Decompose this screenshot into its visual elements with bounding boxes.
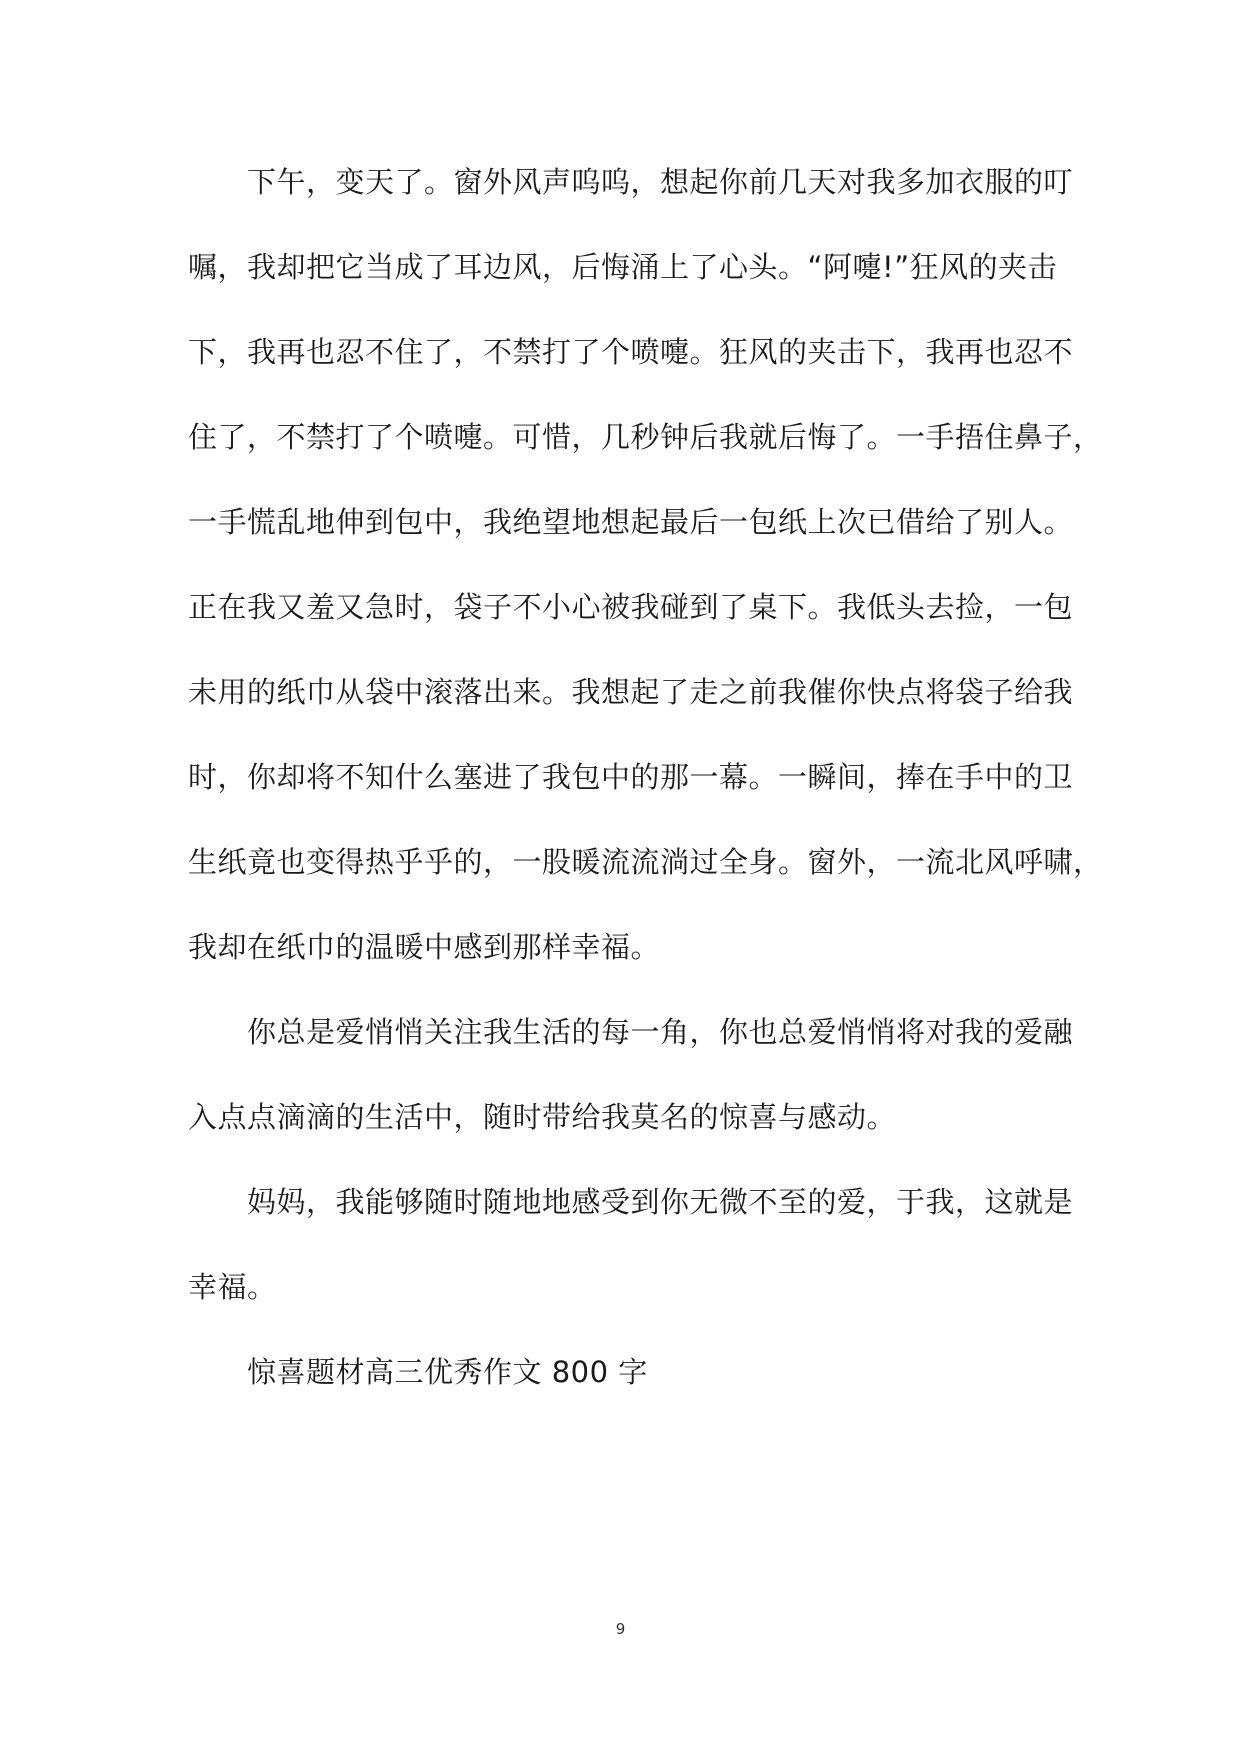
paragraph-3 [188,1160,1074,1330]
text-line: 幸福。 [188,1270,277,1304]
paragraph-1 [188,140,1103,990]
text-line: 未用的纸巾从袋中滚落出来。我想起了走之前我催你快点将袋子给我 [188,675,1074,709]
page-number: 9 [615,1620,626,1638]
text-line: 下，我再也忍不住了，不禁打了个喷嚏。狂风的夹击下，我再也忍不 [188,335,1074,369]
text-line: 住了，不禁打了个喷嚏。可惜，几秒钟后我就后悔了。一手捂住鼻子， [188,420,1103,454]
text-line: 你总是爱悄悄关注我生活的每一角，你也总爱悄悄将对我的爱融 [188,1015,1074,1049]
text-line: 正在我又羞又急时，袋子不小心被我碰到了桌下。我低头去捡，一包 [188,590,1074,624]
text-line: 下午，变天了。窗外风声呜呜，想起你前几天对我多加衣服的叮 [188,165,1074,199]
essay-title-line: 惊喜题材高三优秀作文 800 字 [188,1355,648,1389]
text-line: 妈妈，我能够随时随地地感受到你无微不至的爱，于我，这就是 [188,1185,1074,1219]
text-line: 嘱，我却把它当成了耳边风，后悔涌上了心头。“阿嚏!”狂风的夹击 [188,250,1058,284]
body-text [188,140,1103,1415]
text-line: 我却在纸巾的温暖中感到那样幸福。 [188,930,661,964]
paragraph-4-title [188,1330,1058,1415]
paragraph-2 [188,990,1074,1160]
text-line: 生纸竟也变得热乎乎的，一股暖流流淌过全身。窗外，一流北风呼啸， [188,845,1103,879]
text-line: 一手慌乱地伸到包中，我绝望地想起最后一包纸上次已借给了别人。 [188,505,1074,539]
text-line: 时，你却将不知什么塞进了我包中的那一幕。一瞬间，捧在手中的卫 [188,760,1074,794]
text-line: 入点点滴滴的生活中，随时带给我莫名的惊喜与感动。 [188,1100,897,1134]
